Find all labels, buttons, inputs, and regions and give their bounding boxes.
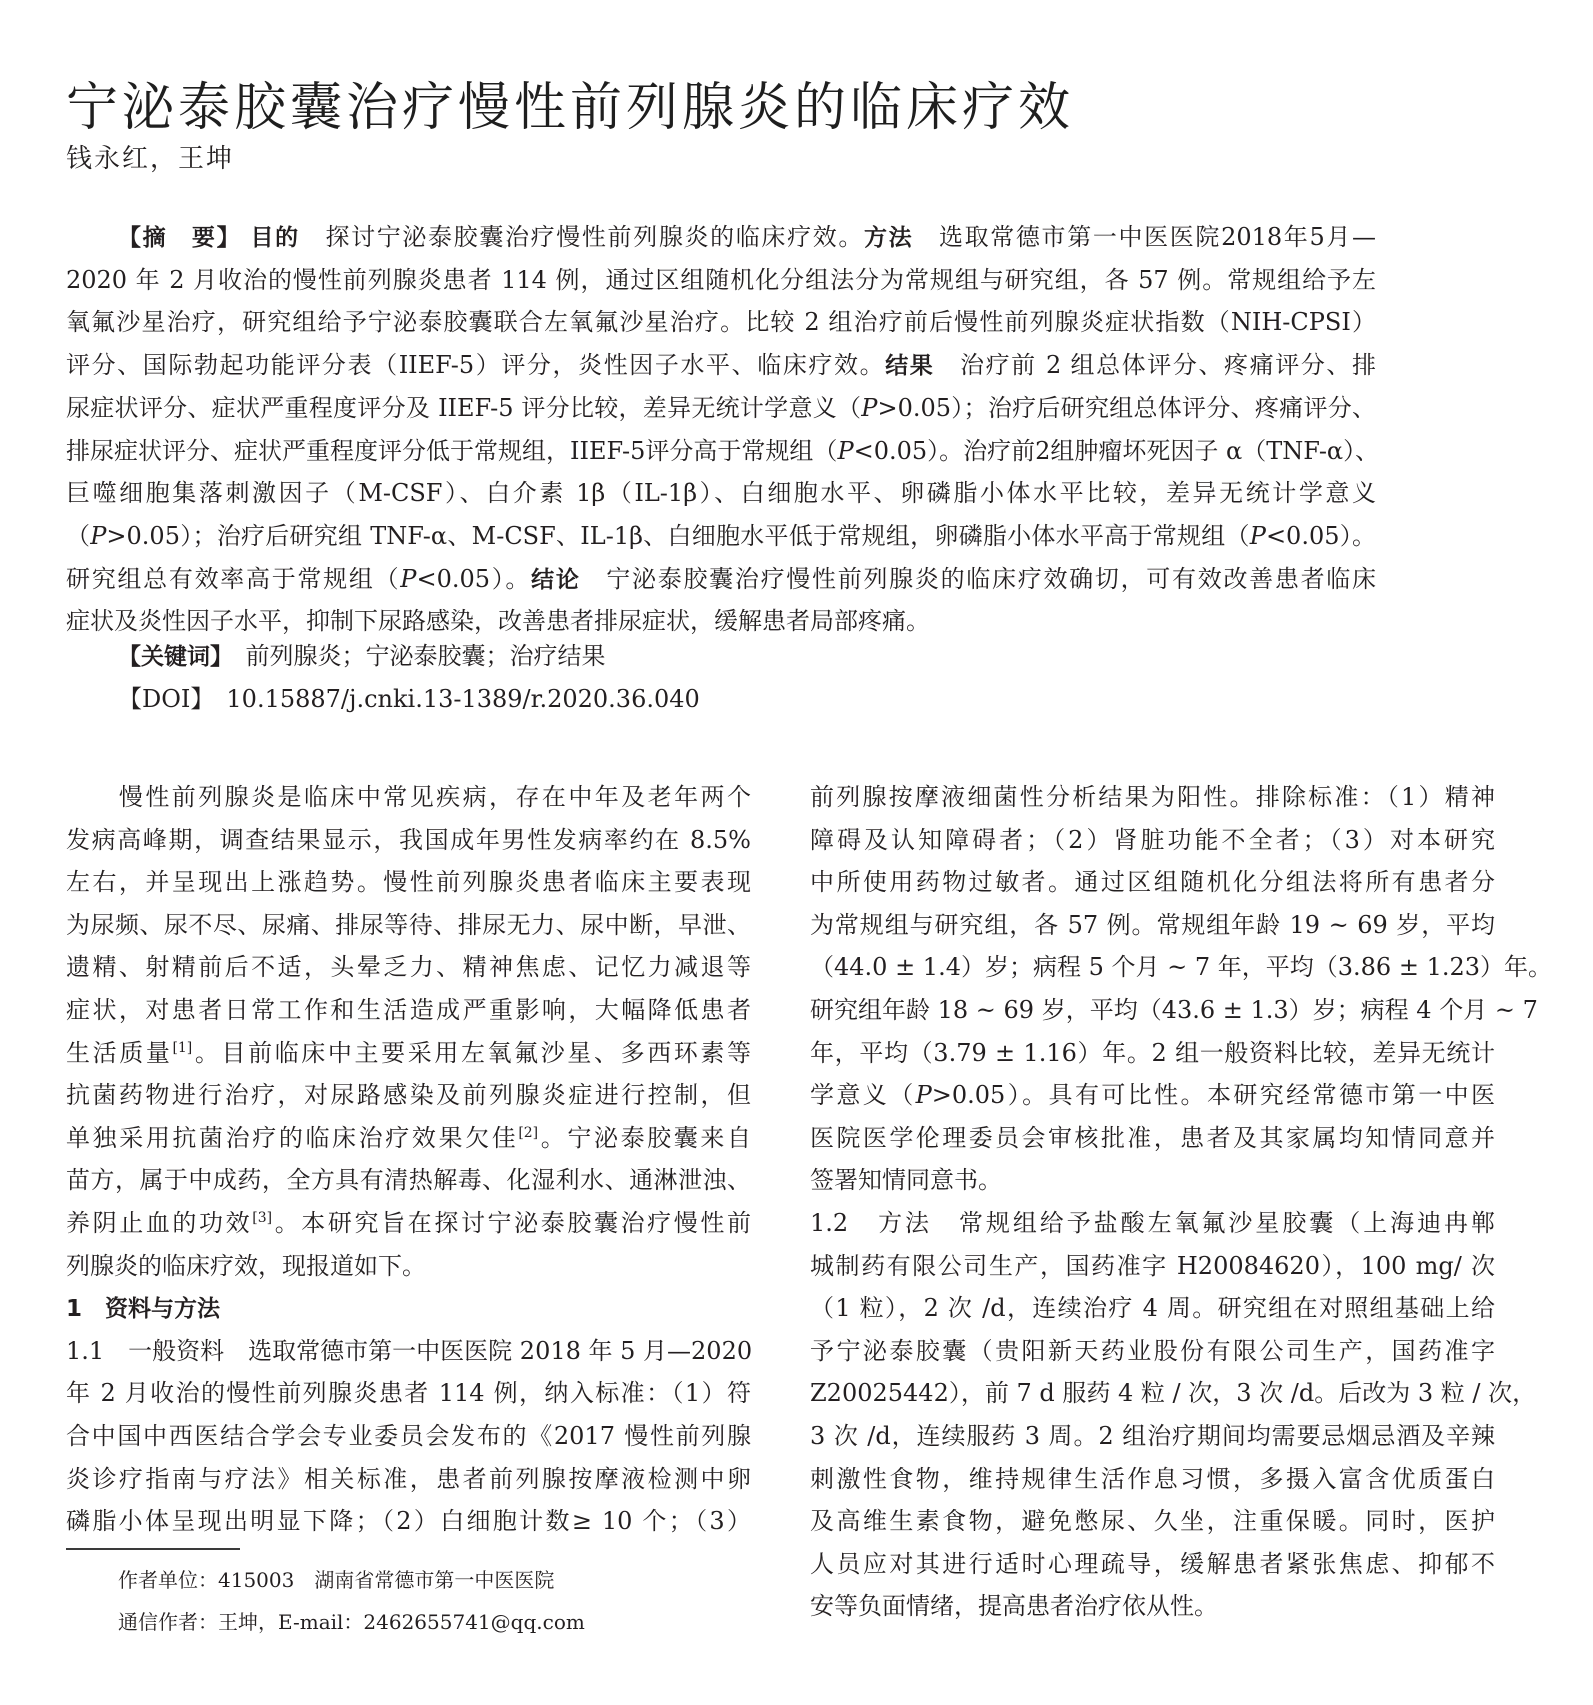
body-line <box>66 1506 751 1536</box>
body-line <box>66 1123 751 1153</box>
body-line <box>66 952 751 982</box>
abstract-line <box>66 521 1376 551</box>
text-run: 尿症状评分、症状严重程度评分及 IIEF-5 评分比较，差异无统计学意义（ <box>66 393 862 422</box>
text-run: 研究组总有效率高于常规组（ <box>66 564 401 593</box>
text-run: 1.1 一般资料 选取常德市第一中医医院 2018 年 5 月—2020 <box>66 1336 753 1365</box>
text-run: 安等负面情绪，提高患者治疗依从性。 <box>810 1592 1218 1621</box>
body-line <box>810 1038 1495 1068</box>
abstract-label: 【摘 要】 <box>118 225 242 251</box>
body-line <box>810 1208 1495 1238</box>
text-run: 左右，并呈现出上涨趋势。慢性前列腺炎患者临床主要表现 <box>66 868 751 897</box>
body-line <box>66 1251 751 1281</box>
body-line <box>66 1293 751 1324</box>
italic-symbol: P <box>861 393 878 422</box>
text-run: 城制药有限公司生产，国药准字 H20084620），100 mg/ 次 <box>810 1251 1495 1280</box>
abstract-line <box>118 222 1376 253</box>
abstract-line <box>66 350 1376 381</box>
italic-symbol: P <box>1249 521 1266 550</box>
text-run: 签署知情同意书。 <box>810 1166 1002 1195</box>
text-run: 炎诊疗指南与疗法》相关标准，患者前列腺按摩液检测中卵 <box>66 1464 751 1493</box>
text-run: 宁泌泰胶囊治疗慢性前列腺炎的临床疗效确切，可有效改善患者临床 <box>580 564 1377 593</box>
body-line <box>66 1336 751 1366</box>
body-line <box>66 1378 751 1408</box>
body-line <box>66 825 751 855</box>
text-run: Z20025442），前 7 d 服药 4 粒 / 次，3 次 /d。后改为 3 粒 / 次， <box>810 1379 1537 1408</box>
keywords-text: 前列腺炎；宁泌泰胶囊；治疗结果 <box>245 642 606 670</box>
abstract-line <box>66 265 1376 295</box>
text-run: 养阴止血的功效 <box>66 1209 253 1237</box>
text-run: 抗菌药物进行治疗，对尿路感染及前列腺炎症进行控制，但 <box>66 1081 751 1110</box>
text-run: （1 粒），2 次 /d，连续治疗 4 周。研究组在对照组基础上给 <box>810 1294 1495 1323</box>
section-label: 结果 <box>885 353 935 380</box>
italic-symbol: P <box>90 521 107 550</box>
text-run: 医院医学伦理委员会审核批准，患者及其家属均知情同意并 <box>810 1123 1495 1152</box>
body-line <box>66 1080 751 1110</box>
keywords-label: 【关键词】 <box>118 644 222 670</box>
text-run: >0.05）；治疗后研究组总体评分、疼痛评分、 <box>877 393 1376 422</box>
body-line <box>66 1464 751 1494</box>
text-run: 。宁泌泰胶囊来自 <box>538 1123 752 1152</box>
body-line <box>810 1293 1495 1323</box>
abstract-line <box>66 478 1376 508</box>
text-run: 症状，对患者日常工作和生活造成严重影响，大幅降低患者 <box>66 996 751 1024</box>
citation-ref[interactable]: [3] <box>252 1210 273 1226</box>
body-line <box>66 1038 751 1068</box>
text-run: 症状及炎性因子水平，抑制下尿路感染，改善患者排尿症状，缓解患者局部疼痛。 <box>66 607 930 636</box>
body-line <box>810 782 1495 812</box>
text-run: 排尿症状评分、症状严重程度评分低于常规组，IIEF-5评分高于常规组（ <box>66 436 838 465</box>
body-line <box>810 825 1495 855</box>
body-line <box>810 1378 1537 1408</box>
text-run: 。目前临床中主要采用左氧氟沙星、多西环素等 <box>192 1038 752 1067</box>
citation-ref[interactable]: [1] <box>172 1039 193 1056</box>
text-run: 学意义（ <box>810 1081 916 1110</box>
text-run: 慢性前列腺炎是临床中常见疾病，存在中年及老年两个 <box>66 783 751 811</box>
body-line <box>810 1591 1495 1621</box>
text-run: 列腺炎的临床疗效，现报道如下。 <box>66 1251 426 1280</box>
body-line <box>810 1165 1495 1195</box>
abstract-line <box>66 606 1376 636</box>
text-run: <0.05）。 <box>1265 521 1377 550</box>
text-run: 为常规组与研究组，各 57 例。常规组年龄 19 ~ 69 岁，平均 <box>810 910 1495 939</box>
text-run: 探讨宁泌泰胶囊治疗慢性前列腺炎的临床疗效。 <box>299 223 865 251</box>
section-label: 结论 <box>531 566 581 593</box>
body-line <box>66 1421 751 1451</box>
author-affiliation: 作者单位：415003 湖南省常德市第一中医医院 <box>118 1568 555 1592</box>
italic-symbol: P <box>837 436 854 465</box>
section-label: 目的 <box>250 225 300 251</box>
text-run: 1.2 方法 常规组给予盐酸左氧氟沙星胶囊（上海迪冉郸 <box>810 1209 1495 1237</box>
text-run: <0.05）。 <box>416 564 532 593</box>
paper-title: 宁泌泰胶囊治疗慢性前列腺炎的临床疗效 <box>66 77 1075 138</box>
abstract-line <box>66 436 1380 466</box>
abstract-line <box>66 564 1376 595</box>
abstract-line <box>66 307 1376 337</box>
body-line <box>810 995 1538 1025</box>
body-line <box>810 1549 1495 1579</box>
text-run: 3 次 /d，连续服药 3 周。2 组治疗期间均需要忌烟忌酒及辛辣 <box>810 1422 1495 1450</box>
body-line <box>810 1123 1495 1153</box>
text-run: 生活质量 <box>66 1038 173 1067</box>
text-run: 选取常德市第一中医医院2018年5月— <box>913 223 1377 251</box>
author-list: 钱永红，王坤 <box>66 144 235 174</box>
text-run: 及高维生素食物，避免憋尿、久坐，注重保暖。同时，医护 <box>810 1507 1495 1536</box>
text-run: 研究组年龄 18 ~ 69 岁，平均（43.6 ± 1.3）岁；病程 4 个月 ~ 7 <box>810 996 1538 1024</box>
body-line <box>66 1208 751 1238</box>
text-run: 。本研究旨在探讨宁泌泰胶囊治疗慢性前 <box>272 1209 752 1237</box>
body-line <box>810 867 1495 897</box>
body-line <box>810 1080 1495 1110</box>
doi-label: 【DOI】 <box>118 685 203 713</box>
text-run: 合中国中西医结合学会专业委员会发布的《2017 慢性前列腺 <box>66 1422 751 1450</box>
body-line <box>810 1506 1495 1536</box>
text-run: 人员应对其进行适时心理疏导，缓解患者紧张焦虑、抑郁不 <box>810 1549 1495 1578</box>
text-run: 前列腺按摩液细菌性分析结果为阳性。排除标准：（1）精神 <box>810 783 1495 811</box>
body-line <box>810 952 1553 982</box>
text-run: 评分、国际勃起功能评分表（IIEF-5）评分，炎性因子水平、临床疗效。 <box>66 351 886 380</box>
text-run: 障碍及认知障碍者；（2）肾脏功能不全者；（3）对本研究 <box>810 825 1495 854</box>
body-line <box>810 1251 1495 1281</box>
citation-ref[interactable]: [2] <box>518 1124 539 1141</box>
text-run: 中所使用药物过敏者。通过区组随机化分组法将所有患者分 <box>810 868 1495 897</box>
footnote-separator <box>66 1548 240 1550</box>
text-run: 苗方，属于中成药，全方具有清热解毒、化湿利水、通淋泄浊、 <box>66 1166 751 1195</box>
italic-symbol: P <box>400 564 417 593</box>
italic-symbol: P <box>915 1081 932 1110</box>
text-run: 年 2 月收治的慢性前列腺炎患者 114 例，纳入标准：（1）符 <box>66 1379 751 1408</box>
text-run: >0.05）；治疗后研究组 TNF-α、M-CSF、IL-1β、白细胞水平低于常规组，卵磷脂小体水平高于常规组（ <box>106 521 1250 550</box>
section-heading: 1 资料与方法 <box>66 1296 221 1323</box>
text-run: 单独采用抗菌治疗的临床治疗效果欠佳 <box>66 1123 519 1152</box>
body-line <box>66 910 751 940</box>
text-run: 2020 年 2 月收治的慢性前列腺炎患者 114 例，通过区组随机化分组法分为常规组与研究组，各 57 例。常规组给予左 <box>66 265 1376 294</box>
body-line <box>66 782 751 812</box>
body-line <box>66 867 751 897</box>
text-run: <0.05）。治疗前2组肿瘤坏死因子 α（TNF-α）、 <box>853 436 1380 465</box>
text-run: （44.0 ± 1.4）岁；病程 5 个月 ~ 7 年，平均（3.86 ± 1.23）年。 <box>810 953 1553 982</box>
text-run: 发病高峰期，调查结果显示，我国成年男性发病率约在 8.5% <box>66 825 751 854</box>
text-run: 年，平均（3.79 ± 1.16）年。2 组一般资料比较，差异无统计 <box>810 1038 1495 1067</box>
text-run: 巨噬细胞集落刺激因子（M-CSF）、白介素 1β（IL-1β）、白细胞水平、卵磷脂小体水平比较，差异无统计学意义 <box>66 479 1376 508</box>
text-run: 遗精、射精前后不适，头晕乏力、精神焦虑、记忆力减退等 <box>66 953 751 982</box>
text-run: 磷脂小体呈现出明显下降；（2）白细胞计数≥ 10 个；（3） <box>66 1507 751 1536</box>
body-line <box>810 1464 1495 1494</box>
section-label: 方法 <box>864 225 914 251</box>
text-run: 予宁泌泰胶囊（贵阳新天药业股份有限公司生产，国药准字 <box>810 1336 1495 1365</box>
body-line <box>810 910 1495 940</box>
text-run: （ <box>66 521 91 550</box>
text-run: 为尿频、尿不尽、尿痛、排尿等待、排尿无力、尿中断，早泄、 <box>66 910 751 939</box>
doi-link[interactable]: 10.15887/j.cnki.13-1389/r.2020.36.040 <box>226 685 700 713</box>
text-run: 刺激性食物，维持规律生活作息习惯，多摄入富含优质蛋白 <box>810 1464 1495 1493</box>
body-line <box>810 1421 1495 1451</box>
body-line <box>810 1336 1495 1366</box>
text-run: 氧氟沙星治疗，研究组给予宁泌泰胶囊联合左氧氟沙星治疗。比较 2 组治疗前后慢性前列腺炎症状指数（NIH-CPSI） <box>66 308 1376 337</box>
body-line <box>66 995 751 1025</box>
body-line <box>66 1165 751 1195</box>
text-run: 治疗前 2 组总体评分、疼痛评分、排 <box>934 351 1377 380</box>
abstract-line <box>66 393 1376 423</box>
text-run: >0.05）。具有可比性。本研究经常德市第一中医 <box>931 1081 1496 1110</box>
corresponding-author: 通信作者：王坤，E-mail：2462655741@qq.com <box>118 1610 585 1634</box>
